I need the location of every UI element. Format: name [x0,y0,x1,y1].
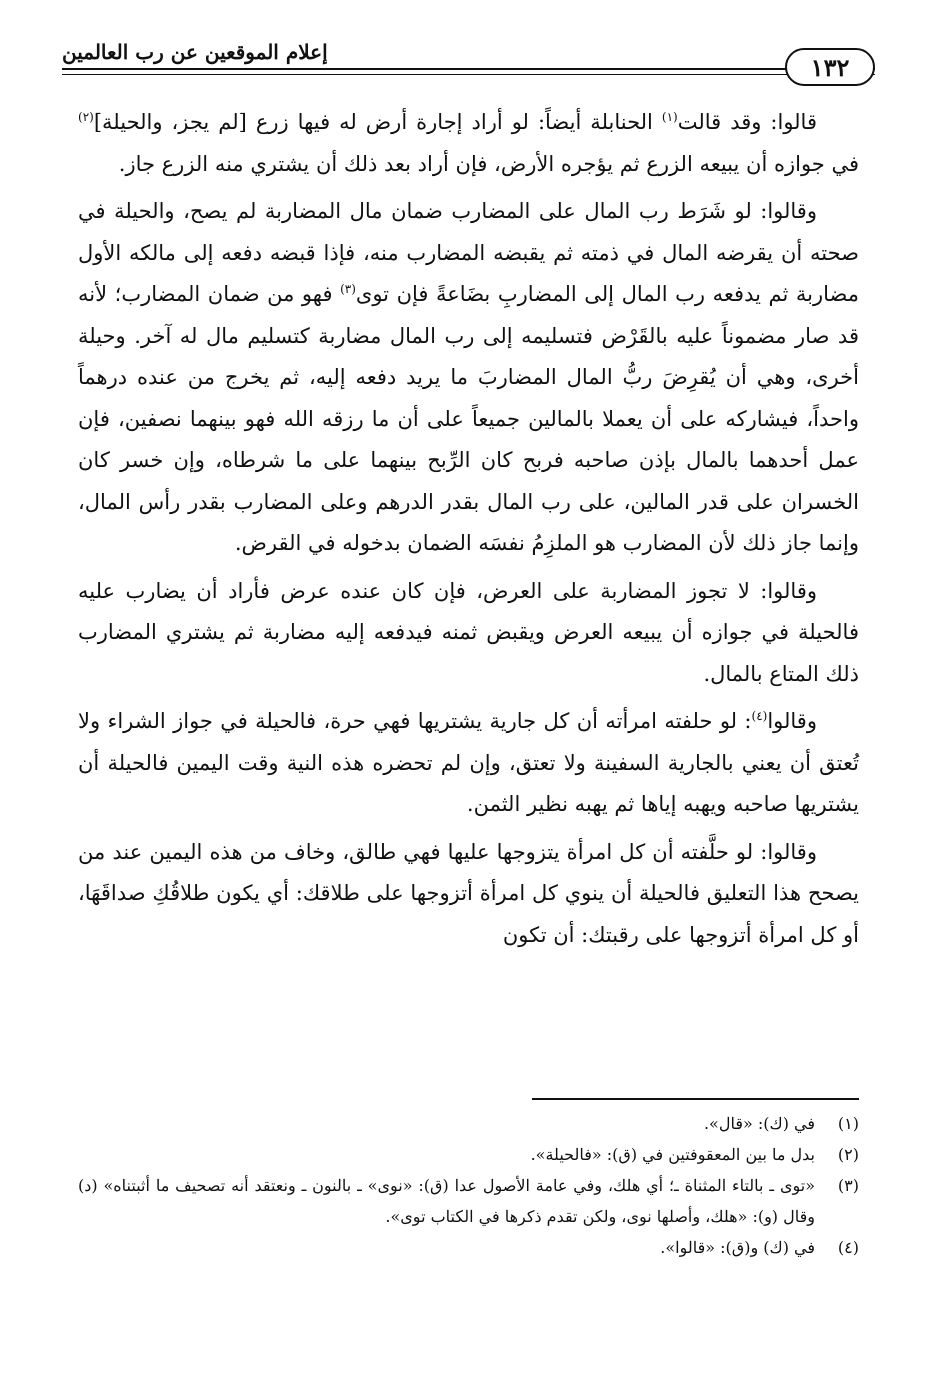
paragraph [78,191,859,565]
paragraph-text: وقالوا: لو شَرَط رب المال على المضارب ضمان مال المضاربة لم يصح، والحيلة في صحته أن يقرضه المال في ذمته ثم يقبضه المضارب منه، فإذا قبضه دفعه إلى مالكه الأول مضاربة ثم يدفعه رب المال إلى المضاربِ بضَاعةً فإن توى [78,199,859,306]
paragraph [78,701,859,826]
footnote-text: في (ك) و(ق): «قالوا». [660,1238,815,1257]
paragraph-text: وقالوا: لو حلَّفته أن كل امرأة يتزوجها عليها فهي طالق، وخاف من هذه اليمين عند من يصحح هذا التعليق فالحيلة أن ينوي كل امرأة أتزوجها على طلاقك: أي يكون طلاقُكِ صداقَهَا، أو كل امرأة أتزوجها على رقبتك: أن تكون [78,839,859,947]
footnote-ref: (٣) [340,282,356,296]
footnote-ref: (٢) [78,110,94,124]
footnote-text: في (ك): «قال». [703,1114,815,1133]
paragraph-text: وقالوا [767,709,817,733]
header-rule-thin [62,74,875,75]
footnote-number: (٣) [837,1176,859,1195]
footnote-text: «توى ـ بالتاء المثناة ـ؛ أي هلك، وفي عامة الأصول عدا (ق): «نوى» ـ بالنون ـ ونعتقد أنه تصحيف ما أثبتناه» (د) وقال (و): «هلك، وأصلها نوى، ولكن تقدم ذكرها في الكتاب توى». [78,1176,815,1226]
page-header [62,38,875,88]
footnote-number: (٢) [837,1145,859,1164]
paragraph-text: قالوا: وقد قالت [677,110,817,134]
footnote [78,1170,859,1232]
footnote-separator [532,1098,859,1100]
footnote-ref: (١) [661,110,678,124]
footnote [78,1108,859,1139]
footnote-number: (١) [837,1114,859,1133]
paragraph [78,832,859,957]
footnote-number: (٤) [837,1238,859,1257]
footnote [78,1232,859,1263]
book-title: إعلام الموقعين عن رب العالمين [62,40,328,64]
paragraph-text: في جوازه أن يبيعه الزرع ثم يؤجره الأرض، فإن أراد بعد ذلك أن يشتري منه الزرع جاز. [118,151,859,176]
paragraph-text: الحنابلة أيضاً: لو أراد إجارة أرض له فيها زرع [لم يجز، والحيلة] [93,110,662,134]
footnotes [78,1108,859,1263]
paragraph [78,571,859,696]
paragraph-text: فهو من ضمان المضارب؛ لأنه قد صار مضموناً عليه بالقَرْض فتسليمه إلى رب المال مضاربة كتسليم مال له آخر. وحيلة أخرى، وهي أن يُقرِضَ ربُّ المال المضاربَ ما يريد دفعه إليه، ثم يخرج من عنده درهماً واحداً، فيشاركه على أن يعملا بالمالين جميعاً على أن ما رزقه الله فهو بينهما نصفين، فإن عمل أحدهما بالمال بإذن صاحبه فربح كان الرِّبح بينهما على ما شرطاه، وإن خسر كان الخسران على قدر المالين، على رب المال بقدر الدرهم وعلى المضارب بقدر رأس المال، وإنما جاز ذلك لأن المضارب هو الملزِمُ نفسَه الضمان بدخوله في القرض. [78,282,859,555]
footnote-ref: (٤) [751,709,768,723]
paragraph-text: : لو حلفته امرأته أن كل جارية يشتريها فهي حرة، فالحيلة في جواز الشراء ولا تُعتق أن يعني بالجارية السفينة ولا تعتق، وإن لم تحضره هذه النية وقت اليمين فالحيلة أن يشتريها صاحبه ويهبه إياها ثم يهبه نظير الثمن. [78,709,859,816]
paragraph [78,102,859,185]
header-rule [62,68,875,70]
footnote-text: بدل ما بين المعقوفتين في (ق): «فالحيلة». [530,1145,815,1164]
main-text [78,102,859,962]
footnote [78,1139,859,1170]
paragraph-text: وقالوا: لا تجوز المضاربة على العرض، فإن كان عنده عرض فأراد أن يضارب عليه فالحيلة في جوازه أن يبيعه العرض ويقبض ثمنه فيدفعه إليه مضاربة ثم يشتري المضارب ذلك المتاع بالمال. [78,578,859,686]
page-number: ١٣٢ [785,48,875,86]
